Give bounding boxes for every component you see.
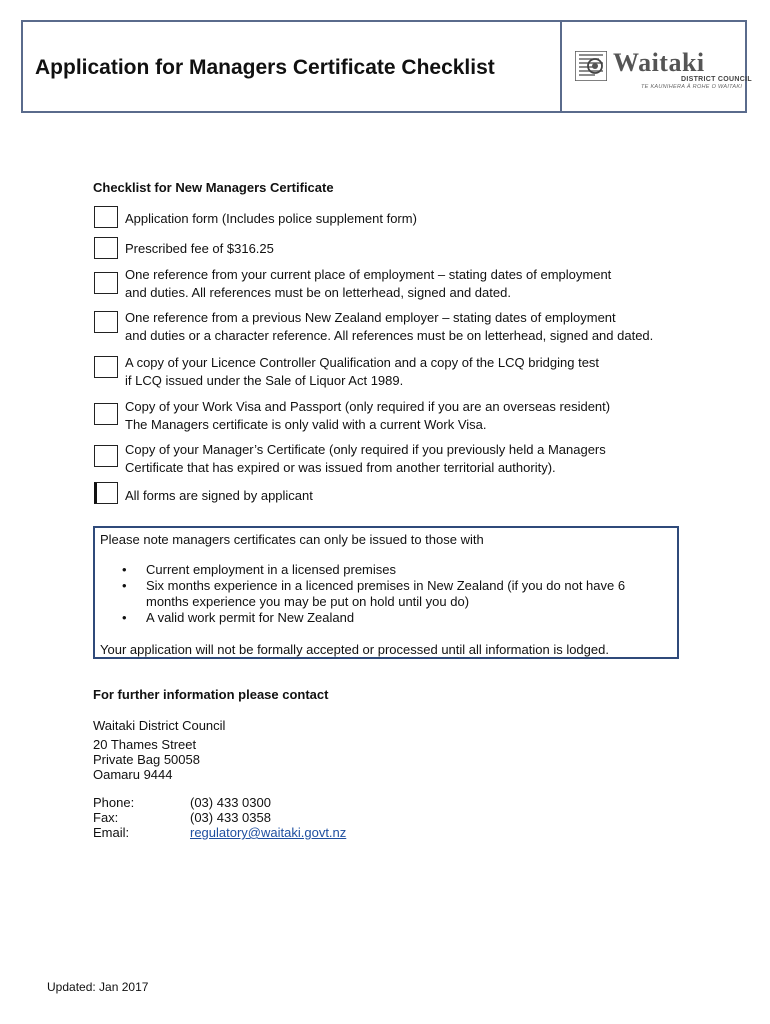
page-title: Application for Managers Certificate Checklist	[35, 56, 495, 79]
note-list-item	[100, 578, 625, 594]
checklist-item-line1: Copy of your Manager’s Certificate (only required if you previously held a Managers	[125, 442, 606, 457]
checklist-item-line2: and duties or a character reference. All references must be on letterhead, signed and dated.	[125, 328, 654, 343]
checklist-item	[125, 487, 313, 505]
checklist-item-line2: if LCQ issued under the Sale of Liquor Act 1989.	[125, 373, 404, 388]
checklist-item	[125, 398, 610, 434]
checklist-item	[125, 266, 611, 302]
checklist-title: Checklist for New Managers Certificate	[93, 180, 334, 195]
checklist-checkbox[interactable]	[94, 311, 118, 333]
checklist-checkbox[interactable]	[94, 356, 118, 378]
contact-org: Waitaki District Council	[93, 718, 226, 733]
updated-date: Updated: Jan 2017	[47, 980, 149, 994]
note-list-item-text: Six months experience in a licenced premises in New Zealand (if you do not have 6	[146, 578, 626, 593]
checklist-checkbox[interactable]	[94, 403, 118, 425]
logo-subtitle: DISTRICT COUNCIL	[681, 76, 752, 83]
note-list-item	[100, 562, 625, 578]
checklist-item	[125, 240, 274, 258]
phone-label: Phone:	[93, 795, 135, 810]
email-label: Email:	[93, 825, 130, 840]
waitaki-logo-icon	[575, 51, 607, 81]
checklist-item-line2: Certificate that has expired or was issued from another territorial authority).	[125, 460, 556, 475]
phone-value: (03) 433 0300	[190, 795, 271, 810]
checklist-item	[125, 309, 653, 345]
checklist-item	[125, 210, 417, 228]
note-list-item-text: months experience you may be put on hold until you do)	[146, 594, 470, 609]
fax-label: Fax:	[93, 810, 119, 825]
checklist-checkbox[interactable]	[94, 237, 118, 259]
checklist-item	[125, 441, 606, 477]
note-list-item-text: Current employment in a licensed premises	[146, 562, 396, 577]
council-logo	[575, 48, 752, 92]
header-box	[21, 20, 752, 113]
checklist-checkbox[interactable]	[94, 272, 118, 294]
note-footer: Your application will not be formally accepted or processed until all information is lodged.	[100, 642, 609, 657]
checklist-item	[125, 354, 599, 390]
contact-address-line: Oamaru 9444	[93, 767, 173, 782]
checklist-item-line2: The Managers certificate is only valid with a current Work Visa.	[125, 417, 487, 432]
logo-name: Waitaki	[613, 48, 705, 77]
bullet-icon: •	[122, 578, 127, 593]
bullet-icon: •	[122, 562, 127, 577]
checklist-checkbox[interactable]	[94, 445, 118, 467]
note-box	[93, 526, 679, 659]
note-intro: Please note managers certificates can only be issued to those with	[100, 532, 484, 547]
note-list	[100, 562, 625, 626]
checklist-item-line1: Prescribed fee of $316.25	[125, 241, 274, 256]
contact-title: For further information please contact	[93, 687, 329, 702]
checklist-item-line1: Copy of your Work Visa and Passport (only required if you are an overseas resident)	[125, 399, 611, 414]
note-list-item-text: A valid work permit for New Zealand	[146, 610, 355, 625]
fax-value: (03) 433 0358	[190, 810, 271, 825]
checklist-item-line1: All forms are signed by applicant	[125, 488, 313, 503]
contact-address-line: Private Bag 50058	[93, 752, 200, 767]
email-link[interactable]: regulatory@waitaki.govt.nz	[190, 825, 347, 840]
checklist-item-line1: One reference from your current place of employment – stating dates of employment	[125, 267, 612, 282]
checklist-checkbox[interactable]	[94, 482, 118, 504]
checklist-item-line1: One reference from a previous New Zealand employer – stating dates of employment	[125, 310, 616, 325]
checklist-item-line2: and duties. All references must be on letterhead, signed and dated.	[125, 285, 511, 300]
header-divider	[560, 22, 562, 111]
checklist-checkbox[interactable]	[94, 206, 118, 228]
contact-address-line: 20 Thames Street	[93, 737, 197, 752]
checklist-item-line1: Application form (Includes police supplement form)	[125, 211, 417, 226]
logo-tagline: TE KAUNIHERA Ā ROHE O WAITAKI	[641, 84, 743, 90]
bullet-icon: •	[122, 610, 127, 625]
note-list-item	[100, 610, 625, 626]
checklist-item-line1: A copy of your Licence Controller Qualification and a copy of the LCQ bridging test	[125, 355, 600, 370]
note-list-item-continuation	[100, 594, 625, 610]
